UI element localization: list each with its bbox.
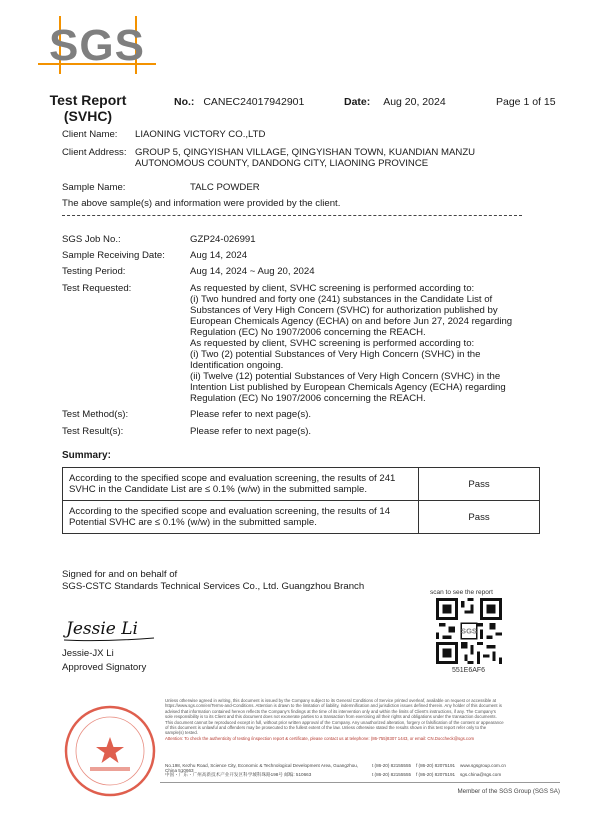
signing-company: SGS-CSTC Standards Technical Services Co., Ltd. Guangzhou Branch <box>62 581 365 592</box>
qr-caption: scan to see the report <box>430 589 493 596</box>
requested-line: As requested by client, SVHC screening is performed according to: <box>190 338 475 349</box>
address-en: No.198, Kezhu Road, Science City, Economic & Technological Development Area, Guangzhou, China 510663 <box>165 763 359 773</box>
client-name-label: Client Name: <box>62 129 118 140</box>
report-date-label: Date: <box>344 96 371 108</box>
client-address-line1: GROUP 5, QINGYISHAN VILLAGE, QINGYISHAN TOWN, KUANDIAN MANZU <box>135 147 476 158</box>
requested-line: Regulation (EC) No 1907/2006 concerning the REACH. <box>190 393 426 404</box>
report-date <box>344 96 446 108</box>
page-number: Page 1 of 15 <box>496 96 556 108</box>
website-link[interactable]: www.sgsgroup.com.cn <box>460 763 506 768</box>
signatory-title: Approved Signatory <box>62 662 147 673</box>
report-title-line1: Test Report <box>49 92 127 108</box>
summary-text: According to the specified scope and evaluation screening, the results of 14 Potential SVHC are ≤ 0.1% (w/w) in the submitted sample. <box>63 501 419 534</box>
sample-name-label: Sample Name: <box>62 182 126 193</box>
telephone: t (86-20) 82155555 <box>372 772 412 777</box>
report-number <box>174 96 304 108</box>
handwritten-signature <box>62 612 162 646</box>
requested-line: As requested by client, SVHC screening is performed according to: <box>190 283 475 294</box>
summary-title: Summary: <box>62 450 111 461</box>
summary-text: According to the specified scope and evaluation screening, the results of 241 SVHC in the Candidate List are ≤ 0.1% (w/w) in the submitted sample. <box>63 468 419 501</box>
summary-result: Pass <box>419 501 540 534</box>
email-link[interactable]: sgs.china@sgs.com <box>460 772 502 777</box>
company-seal-stamp <box>62 703 158 799</box>
fine-print-text: Unless otherwise agreed in writing, this document is issued by the Company subject to its General Conditions of Service printed overleaf, available on request or accessible at https://www.sgs.com/en/Terms-and-Conditions. Attention is drawn to the limitation of liability, indemnification and jurisdiction issues defined therein. Any holder of this document is advised that information contained hereon reflects the Company's findings at the time of its intervention only and within the limits of Client's instructions, if any. The Company's sole responsibility is to its Client and this document does not exonerate parties to a transaction from exercising all their rights and obligations under the transaction documents. This document cannot be reproduced except in full, without prior written approval of the Company. Any unauthorized alteration, forgery or falsification of the content or appearance of this document is unlawful and offenders may be prosecuted to the fullest extent of the law. Unless otherwise stated the results shown in this test report refer only to the sample(s) tested. <box>165 698 504 736</box>
footer-rule <box>160 782 560 783</box>
address-cn: 中国・广东・广州高新技术产业开发区科学城科珠路198号 邮编: 510663 <box>165 772 312 777</box>
receiving-date-value: Aug 14, 2024 <box>190 250 248 261</box>
terms-fine-print <box>165 698 505 741</box>
fax: f (86-20) 82075191 <box>416 763 456 768</box>
requested-line: (i) Two hundred and forty one (241) substances in the Candidate List of <box>190 294 493 305</box>
requested-line: Identification ongoing. <box>190 360 284 371</box>
report-number-label: No.: <box>174 96 195 108</box>
signed-on-behalf: Signed for and on behalf of <box>62 569 178 580</box>
divider <box>62 215 522 216</box>
fax: f (86-20) 82075191 <box>416 772 456 777</box>
report-title-line2: (SVHC) <box>63 108 113 124</box>
client-address-label: Client Address: <box>62 147 127 158</box>
testing-period-value: Aug 14, 2024 ~ Aug 20, 2024 <box>190 266 315 277</box>
requested-line: Regulation (EC) No 1907/2006 concerning the REACH. <box>190 327 426 338</box>
requested-line: Intention List published by European Chemicals Agency (ECHA) regarding <box>190 382 506 393</box>
requested-line: European Chemicals Agency (ECHA) on and before Jun 27, 2024 regarding <box>190 316 513 327</box>
table-row <box>63 468 540 501</box>
qr-code-icon[interactable] <box>436 598 502 664</box>
signatory-name: Jessie-JX Li <box>62 648 114 659</box>
report-title <box>38 92 138 124</box>
client-address-line2: AUTONOMOUS COUNTY, DANDONG CITY, LIAONING PROVINCE <box>135 158 429 169</box>
testing-period-label: Testing Period: <box>62 266 126 277</box>
telephone: t (86-20) 82155555 <box>372 763 412 768</box>
receiving-date-label: Sample Receiving Date: <box>62 250 165 261</box>
report-number-value: CANEC24017942901 <box>203 96 305 108</box>
test-requested-label: Test Requested: <box>62 283 132 294</box>
summary-table <box>62 467 540 534</box>
summary-result: Pass <box>419 468 540 501</box>
svg-text:SGS: SGS <box>461 626 477 636</box>
authenticity-notice: Attention: To check the authenticity of testing /inspection report & certificate, please contact us at telephone: (86-755)8307 1443, or email: CN.Doccheck@sgs.com <box>165 735 475 741</box>
svg-text:SGS: SGS <box>49 21 145 70</box>
job-number-label: SGS Job No.: <box>62 234 121 245</box>
test-method-label: Test Method(s): <box>62 409 129 420</box>
svg-text:Jessie Li: Jessie Li <box>66 619 138 639</box>
sgs-logo <box>36 14 158 76</box>
sample-name-value: TALC POWDER <box>190 182 260 193</box>
requested-line: (i) Two (2) potential Substances of Very High Concern (SVHC) in the <box>190 349 481 360</box>
client-name-value: LIAONING VICTORY CO.,LTD <box>135 129 266 140</box>
test-method-value: Please refer to next page(s). <box>190 409 312 420</box>
requested-line: (ii) Twelve (12) potential Substances of Very High Concern (SVHC) in the <box>190 371 501 382</box>
requested-line: Substances of Very High Concern (SVHC) for authorization published by <box>190 305 498 316</box>
sample-note: The above sample(s) and information were provided by the client. <box>62 198 341 209</box>
job-number-value: GZP24-026991 <box>190 234 256 245</box>
report-date-value: Aug 20, 2024 <box>383 96 446 108</box>
sgs-group-membership: Member of the SGS Group (SGS SA) <box>457 788 560 795</box>
table-row <box>63 501 540 534</box>
test-result-label: Test Result(s): <box>62 426 124 437</box>
qr-code-id: 551E6AF6 <box>452 667 486 674</box>
test-result-value: Please refer to next page(s). <box>190 426 312 437</box>
test-requested-text <box>190 283 530 404</box>
